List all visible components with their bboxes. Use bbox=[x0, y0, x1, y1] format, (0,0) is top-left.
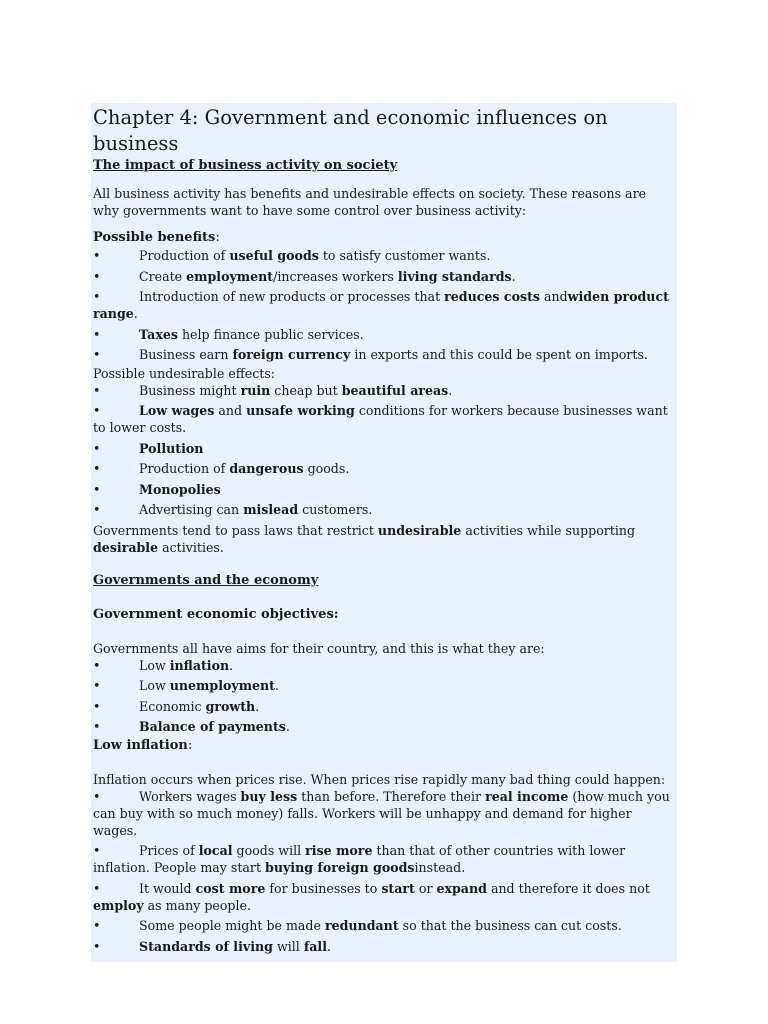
bold-term: employ bbox=[93, 897, 144, 913]
bold-term: Low wages bbox=[139, 403, 215, 418]
objectives-heading: Government economic objectives: bbox=[93, 606, 339, 622]
document-page bbox=[91, 103, 677, 962]
bold-term: living standards bbox=[397, 268, 512, 284]
bold-term: Taxes bbox=[139, 326, 178, 342]
list-item: • Business earn foreign currency in exports and this could be spent on imports. bbox=[93, 347, 648, 362]
list-item: • Advertising can mislead customers. bbox=[93, 502, 373, 517]
impact-intro: All business activity has benefits and undesirable effects on society. These reasons are why governments want to have some control over business activity: bbox=[93, 186, 647, 218]
bold-term: desirable bbox=[93, 539, 159, 555]
bullet-icon: • bbox=[93, 880, 101, 896]
bold-term: dangerous bbox=[229, 461, 304, 476]
list-item: • Prices of local goods will rise more than that of other countries with lower inflation. People may start buying foreign goodsinstead. bbox=[93, 843, 626, 875]
bullet-icon: • bbox=[93, 347, 101, 362]
benefits-list bbox=[93, 247, 675, 363]
list-item: • Economic growth. bbox=[93, 698, 260, 714]
bold-term: unsafe working bbox=[246, 403, 355, 418]
bold-term: growth bbox=[205, 698, 256, 714]
bold-term: reduces costs bbox=[444, 289, 540, 304]
list-item: • It would cost more for businesses to start or expand and therefore it does not employ as many people. bbox=[93, 880, 650, 913]
low-inflation-heading: Low inflation: bbox=[93, 737, 193, 753]
inflation-intro: Inflation occurs when prices rise. When prices rise rapidly many bad thing could happen: bbox=[93, 771, 666, 787]
bullet-icon: • bbox=[93, 678, 101, 693]
bold-term: redundant bbox=[324, 918, 399, 933]
bullet-icon: • bbox=[93, 461, 101, 476]
bold-term: Standards of living bbox=[139, 938, 273, 954]
bold-term: Pollution bbox=[139, 440, 204, 456]
list-item: • Taxes help finance public services. bbox=[93, 326, 364, 342]
bullet-icon: • bbox=[93, 918, 101, 933]
bold-term: employment bbox=[186, 268, 274, 284]
objectives-list bbox=[93, 657, 675, 736]
bullet-icon: • bbox=[93, 657, 101, 673]
bullet-icon: • bbox=[93, 403, 101, 418]
bold-term: ruin bbox=[240, 382, 271, 398]
bold-term: expand bbox=[436, 880, 487, 896]
bold-term: widen product range bbox=[93, 289, 669, 321]
benefits-heading: Possible benefits: bbox=[93, 230, 220, 245]
bold-term: mislead bbox=[243, 502, 299, 517]
list-item bbox=[93, 440, 675, 457]
list-item: • Low wages and unsafe working conditions for workers because businesses want to lower costs. bbox=[93, 403, 668, 435]
bold-term: Monopolies bbox=[139, 481, 221, 497]
list-item: • Production of dangerous goods. bbox=[93, 461, 350, 476]
section-heading-impact: The impact of business activity on society bbox=[93, 158, 398, 173]
bullet-icon: • bbox=[93, 268, 101, 284]
bold-term: beautiful areas bbox=[341, 382, 449, 398]
list-item: • Introduction of new products or processes that reduces costs andwiden product range. bbox=[93, 289, 669, 321]
bold-term: useful goods bbox=[229, 248, 319, 263]
bullet-icon: • bbox=[93, 289, 101, 304]
bold-term: Balance of payments bbox=[139, 719, 286, 734]
bullet-icon: • bbox=[93, 440, 101, 456]
bullet-icon: • bbox=[93, 382, 101, 398]
bullet-icon: • bbox=[93, 248, 101, 263]
bold-term: buy less bbox=[240, 788, 298, 804]
bullet-icon: • bbox=[93, 719, 101, 734]
list-item: • Create employment/increases workers living standards. bbox=[93, 268, 516, 284]
bullet-icon: • bbox=[93, 788, 101, 804]
list-item: • Balance of payments. bbox=[93, 719, 290, 734]
objectives-intro: Governments all have aims for their country, and this is what they are: bbox=[93, 640, 545, 656]
laws-paragraph: Governments tend to pass laws that restrict undesirable activities while supporting desirable activities. bbox=[93, 522, 636, 555]
list-item: • Standards of living will fall. bbox=[93, 938, 331, 954]
bullet-icon: • bbox=[93, 481, 101, 497]
list-item: • Production of useful goods to satisfy customer wants. bbox=[93, 248, 491, 263]
bold-term: inflation bbox=[169, 657, 230, 673]
bold-term: rise more bbox=[305, 843, 373, 858]
list-item: • Some people might be made redundant so that the business can cut costs. bbox=[93, 918, 622, 933]
bold-term: local bbox=[198, 843, 233, 858]
bold-term: real income bbox=[485, 788, 569, 804]
bullet-icon: • bbox=[93, 698, 101, 714]
bold-term: foreign currency bbox=[232, 347, 351, 362]
list-item bbox=[93, 481, 675, 498]
bullet-icon: • bbox=[93, 326, 101, 342]
inflation-effects-list bbox=[93, 788, 675, 955]
bold-term: fall bbox=[303, 938, 327, 954]
section-heading-economy: Governments and the economy bbox=[93, 572, 319, 588]
list-item: • Business might ruin cheap but beautiful areas. bbox=[93, 382, 453, 398]
list-item: • Workers wages buy less than before. Therefore their real income (how much you can buy with so much money) falls. Workers will be unhappy and demand for higher wages. bbox=[93, 788, 670, 838]
bullet-icon: • bbox=[93, 502, 101, 517]
list-item: • Low inflation. bbox=[93, 657, 234, 673]
undesirable-effects-heading: Possible undesirable effects: bbox=[93, 365, 276, 381]
bold-term: unemployment bbox=[169, 678, 276, 693]
bold-term: buying foreign goods bbox=[265, 860, 415, 875]
bullet-icon: • bbox=[93, 843, 101, 858]
chapter-title: Chapter 4: Government and economic influences on business bbox=[93, 106, 608, 155]
bold-term: start bbox=[381, 880, 415, 896]
bullet-icon: • bbox=[93, 938, 101, 954]
bold-term: cost more bbox=[195, 880, 266, 896]
list-item: • Low unemployment. bbox=[93, 678, 280, 693]
undesirable-effects-list bbox=[93, 382, 675, 519]
bold-term: undesirable bbox=[377, 522, 462, 538]
